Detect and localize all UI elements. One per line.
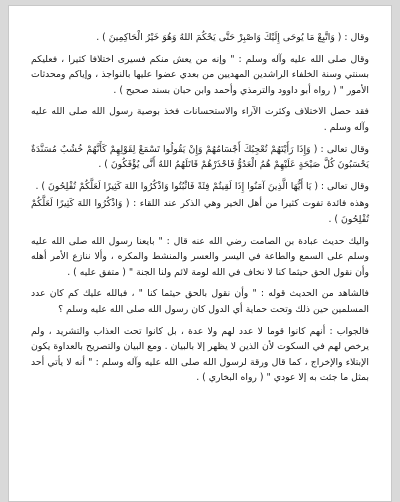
commentary-paragraph: فالشاهد من الحديث قوله : " وأن نقول بالحق حيثما كنا " ، فبالله عليك كم كان عدد المسلمين حين ذلك وتحت حماية أي الدول كان رسول الله صلى الله عليه وسلم ؟ [31, 288, 369, 315]
quran-verse-paragraph: وقال تعالى : ( يَا أَيُّهَا الَّذِينَ آمَنُوا إِذَا لَقِيتُمْ فِئَةً فَاثْبُتُوا وَاذْكُرُوا اللهَ كَثِيرًا لَعَلَّكُمْ تُفْلِحُونَ ) . [35, 180, 369, 192]
quran-verse-paragraph: وقال : ( وَاتَّبِعْ مَا يُوحَى إِلَيْكَ وَاصْبِرْ حَتَّى يَحْكُمَ اللهُ وَهُوَ خَيْرُ الْحَاكِمِينَ ) . [96, 32, 369, 43]
document-page [8, 5, 392, 502]
commentary-paragraph: فقد حصل الاختلاف وكثرت الآراء والاستحسانات فخذ بوصية رسول الله صلى الله عليه وآله وسلم . [31, 106, 369, 133]
commentary-paragraph: وهذه فائدة تفوت كثيرا من أهل الخير وهي الذكر عند اللقاء : ( وَاذْكُرُوا اللهَ كَثِيرًا لَعَلَّكُمْ تُفْلِحُونَ ) . [31, 198, 369, 225]
quran-verse-paragraph: وقال تعالى : ( وَإِذَا رَأَيْتَهُمْ تُعْجِبُكَ أَجْسَامُهُمْ وَإِنْ يَقُولُوا تَسْمَعْ لِقَوْلِهِمْ كَأَنَّهُمْ خُشُبٌ مُسَنَّدَةٌ يَحْسَبُونَ كُلَّ صَيْحَةٍ عَلَيْهِمْ هُمُ الْعَدُوُّ فَاحْذَرْهُمْ قَاتَلَهُمُ اللهُ أَنَّى يُؤْفَكُونَ ) . [31, 143, 369, 171]
commentary-paragraph: فالجواب : أنهم كانوا قوما لا عدد لهم ولا عدة ، بل كانوا تحت العذاب والتشريد ، ولم يرخص لهم في السكوت لأن الذين لا يظهر إلا بالبيان . ومع البيان والتصريح بالعداوة يكون الإبتلاء والإخراج ، كما قال ورقة لرسول الله صلى الله عليه وآله وسلم : " أنه لا يأتي أحد بمثل ما جئت به إلا عودي " ( رواه البخاري ) . [31, 325, 369, 384]
page-content [31, 30, 369, 392]
hadith-paragraph: واليك حديث عبادة بن الصامت رضي الله عنه قال : " بايعنا رسول الله صلى الله عليه وسلم على السمع والطاعة في اليسر والعسر والمنشط والمكره ، وألا ننازع الأمر أهله وأن نقول الحق حيثما كنا لا نخاف في الله لومة لائم ولنا الجنة " ( متفق عليه ) . [31, 235, 369, 278]
hadith-paragraph: وقال صلى الله عليه وآله وسلم : " وإنه من يعش منكم فسيرى اختلافا كثيرا ، فعليكم بسنتي وسنة الخلفاء الراشدين المهديين من بعدي عضوا عليها بالنواجذ ، وإياكم ومحدثات الأمور " ( رواه أبو داوود والترمذي وأحمد وابن حبان بسند صحيح ) . [31, 53, 369, 96]
